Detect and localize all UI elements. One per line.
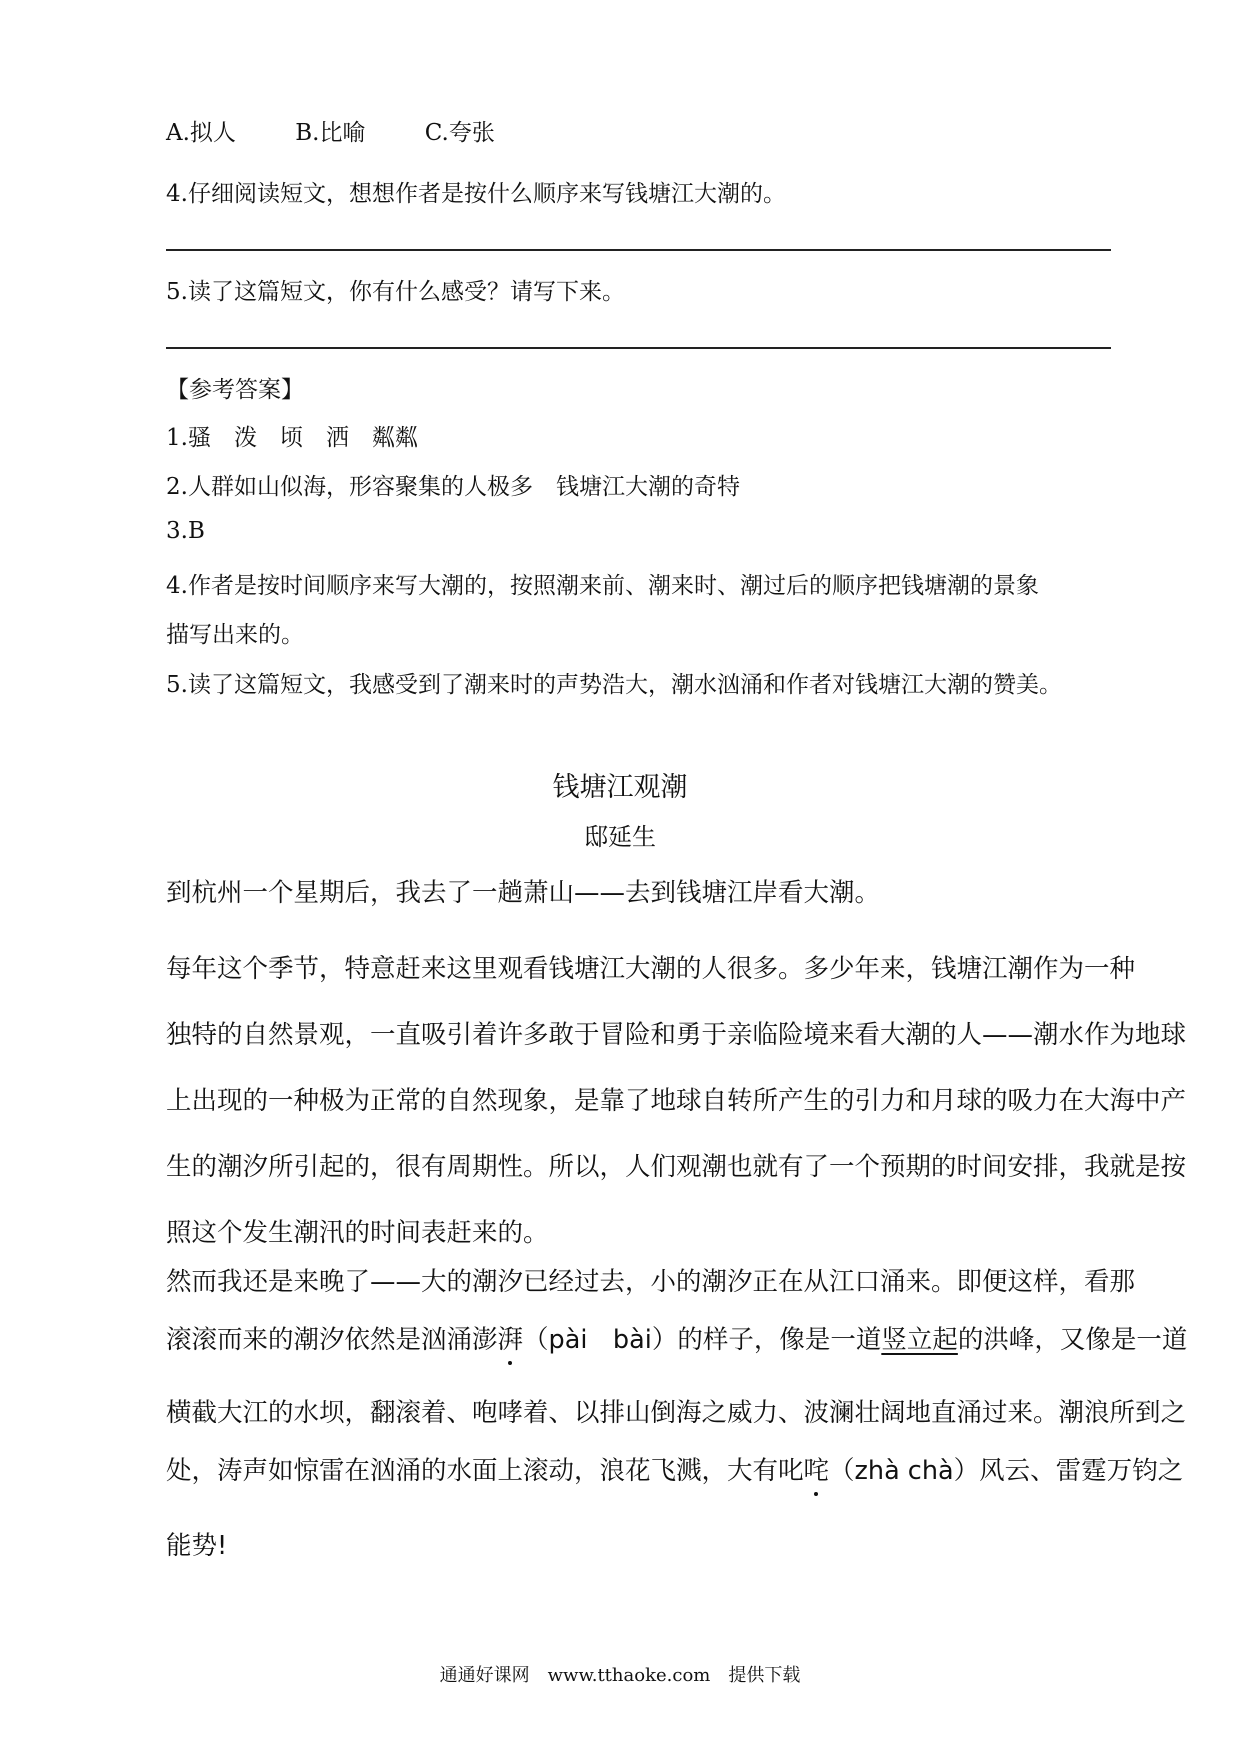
paragraph-3-line-2 [166, 1320, 1187, 1356]
paragraph-2-line-1: 每年这个季节，特意赶来这里观看钱塘江大潮的人很多。多少年来，钱塘江潮作为一种 [166, 954, 1136, 984]
paragraph-1: 到杭州一个星期后，我去了一趟萧山——去到钱塘江岸看大潮。 [166, 878, 881, 908]
paragraph-2-line-3: 上出现的一种极为正常的自然现象，是靠了地球自转所产生的引力和月球的吸力在大海中产 [166, 1086, 1187, 1116]
paragraph-2-line-4: 生的潮汐所引起的，很有周期性。所以，人们观潮也就有了一个预期的时间安排，我就是按 [166, 1152, 1187, 1182]
p3-line4-dotted-char: 咤 [803, 1456, 830, 1486]
paragraph-3-line-3: 横截大江的水坝，翻滚着、咆哮着、以排山倒海之威力、波澜壮阔地直涌过来。潮浪所到之 [166, 1398, 1187, 1428]
p3-dotted-char: 湃 [497, 1325, 524, 1355]
answer-4-line-2: 描写出来的。 [166, 622, 304, 648]
p3-line2-text-a: 滚滚而来的潮汐依然是汹涌澎 [166, 1325, 498, 1355]
question-4: 4.仔细阅读短文，想想作者是按什么顺序来写钱塘江大潮的。 [166, 181, 786, 207]
question-5: 5.读了这篇短文，你有什么感受？请写下来。 [166, 279, 625, 305]
q3-option-a: A.拟人 [166, 120, 236, 146]
paragraph-3-line-1: 然而我还是来晚了——大的潮汐已经过去，小的潮汐正在从江口涌来。即便这样，看那 [166, 1267, 1136, 1297]
p3-line2-text-c: 的洪峰，又像是一道 [957, 1325, 1188, 1355]
answer-line-4 [166, 249, 1111, 251]
article-title: 钱塘江观潮 [552, 772, 688, 803]
answer-5: 5.读了这篇短文，我感受到了潮来时的声势浩大，潮水汹涌和作者对钱塘江大潮的赞美。 [166, 672, 1062, 698]
answer-1: 1.骚 泼 顷 洒 粼粼 [166, 425, 418, 451]
answers-header: 【参考答案】 [166, 377, 304, 403]
paragraph-3-line-5: 能势! [166, 1531, 228, 1561]
paragraph-3-line-4 [166, 1451, 1183, 1487]
answer-line-5 [166, 347, 1111, 349]
answer-3: 3.B [166, 518, 205, 544]
paragraph-2 [166, 936, 1187, 1266]
p3-underlined-text: 竖立起 [881, 1325, 958, 1355]
p3-line4-text-a: 处，涛声如惊雷在汹涌的水面上滚动，浪花飞溅，大有叱 [166, 1456, 804, 1486]
q3-option-b: B.比喻 [295, 120, 366, 146]
article-author: 邸延生 [584, 823, 656, 851]
p3-line4-text-b: （zhà chà）风云、雷霆万钧之 [829, 1456, 1184, 1486]
paragraph-2-line-5: 照这个发生潮汛的时间表赶来的。 [166, 1218, 549, 1248]
p3-line2-text-b: （pài bài）的样子，像是一道 [523, 1325, 882, 1355]
page-footer: 通通好课网 www.tthaoke.com 提供下载 [439, 1665, 801, 1686]
q3-options [166, 114, 495, 147]
q3-option-c: C.夸张 [424, 120, 495, 146]
paragraph-2-line-2: 独特的自然景观，一直吸引着许多敢于冒险和勇于亲临险境来看大潮的人——潮水作为地球 [166, 1020, 1187, 1050]
answer-4-line-1: 4.作者是按时间顺序来写大潮的，按照潮来前、潮来时、潮过后的顺序把钱塘潮的景象 [166, 573, 1039, 599]
answer-2: 2.人群如山似海，形容聚集的人极多 钱塘江大潮的奇特 [166, 474, 740, 500]
